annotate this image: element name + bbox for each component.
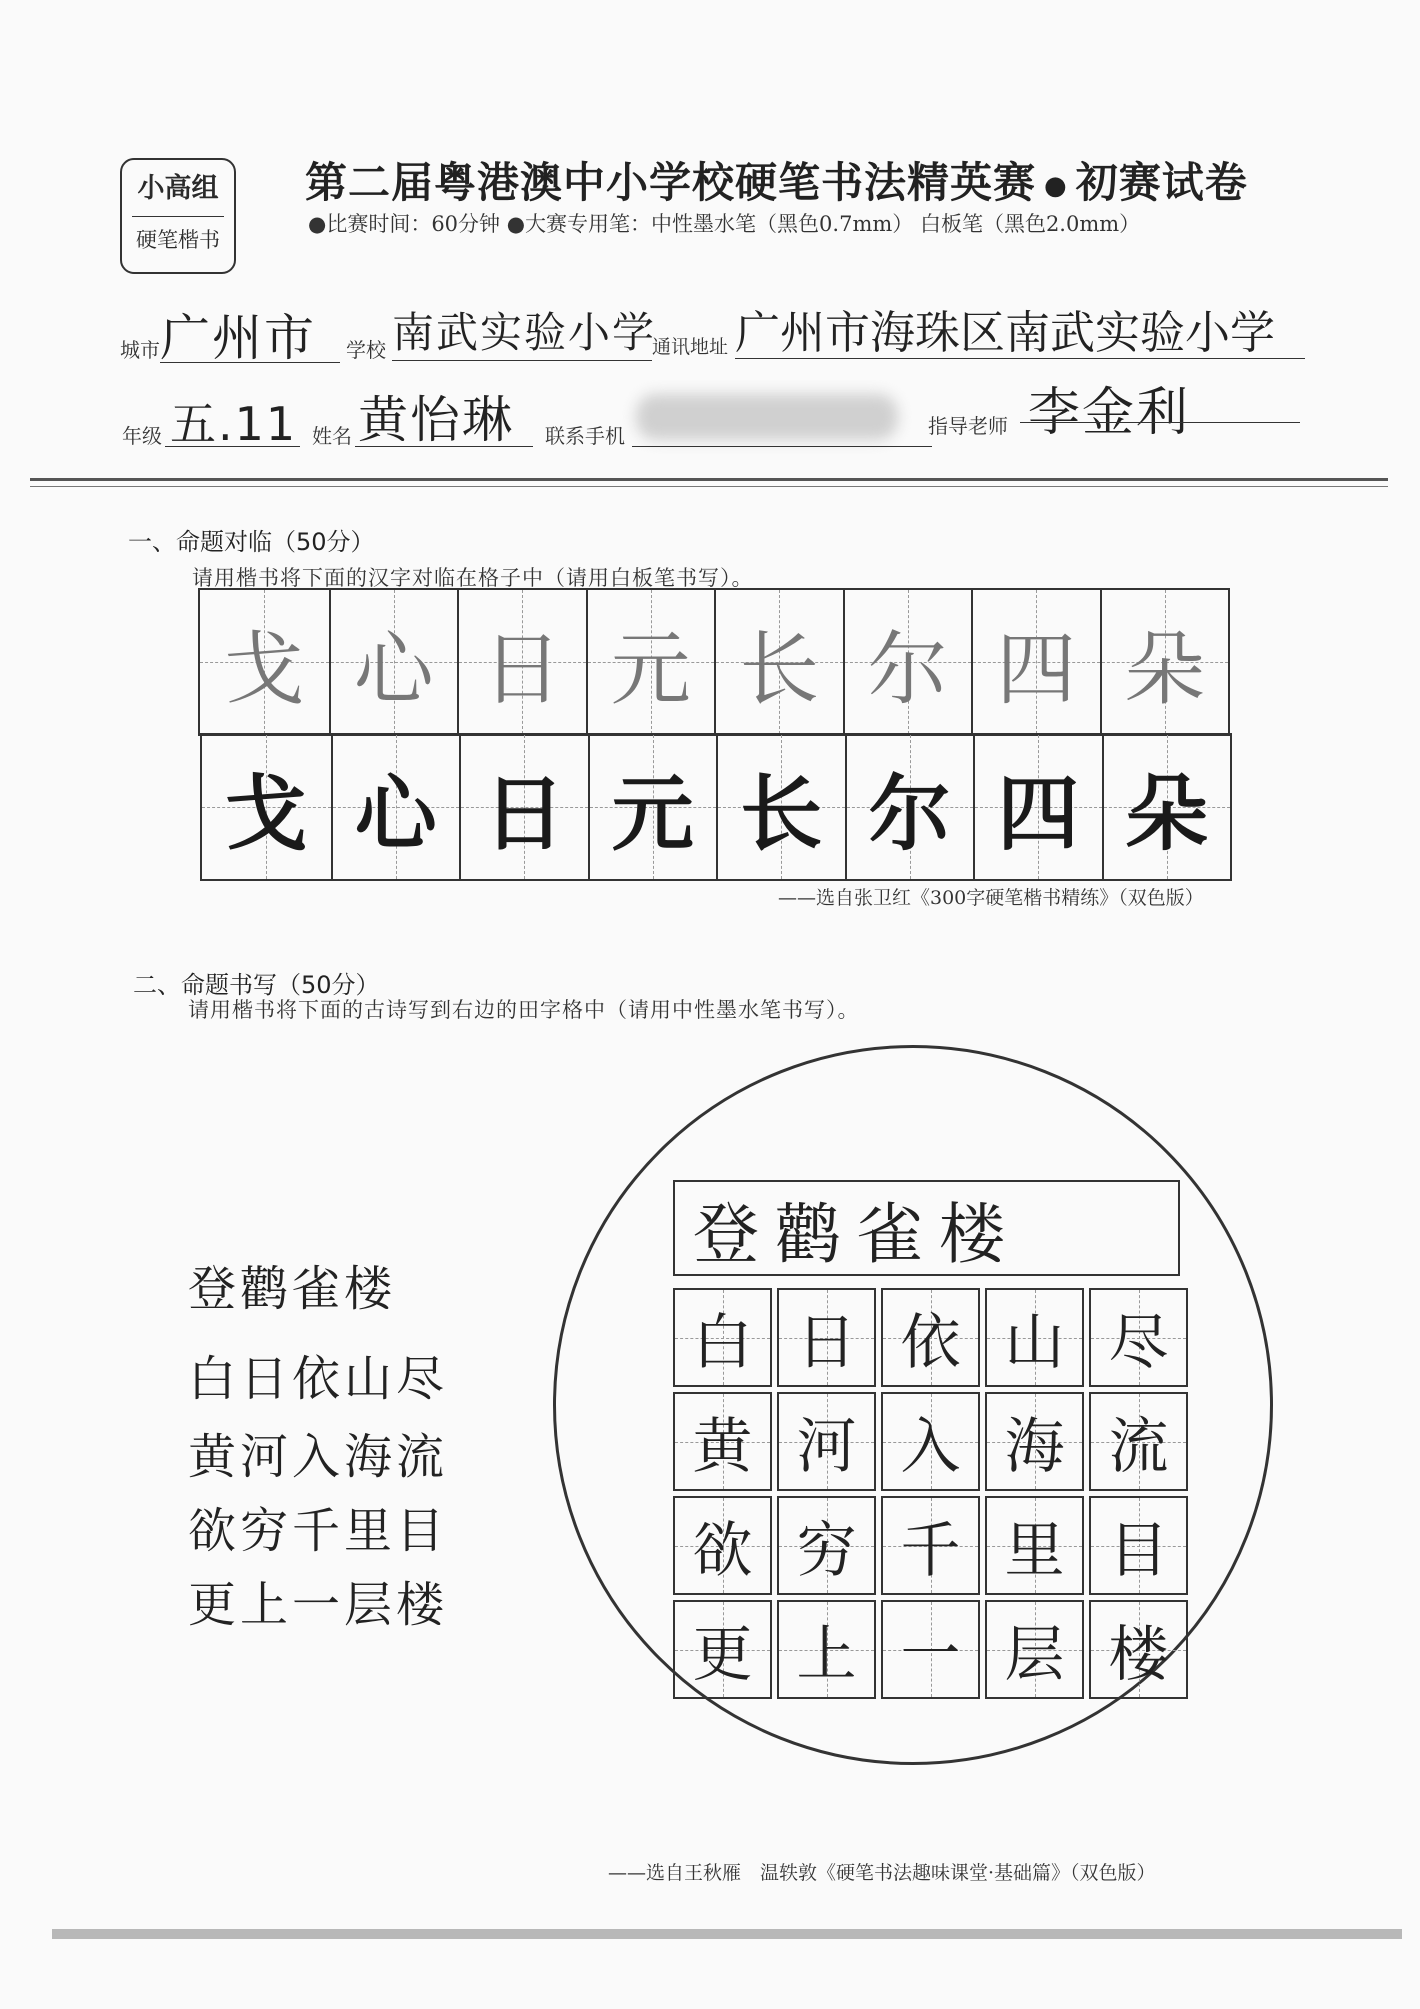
section2-credit: ——选自王秋雁 温轶敦《硬笔书法趣味课堂·基础篇》（双色版） [608,1862,1156,1884]
grid-cell[interactable]: 河 [777,1392,876,1491]
section1-heading: 一、命题对临（50分） [128,528,375,556]
grid-cell[interactable]: 流 [1089,1392,1188,1491]
writing-cell[interactable]: 日 [459,735,588,879]
grid-cell[interactable]: 一 [881,1600,980,1699]
grid-cell[interactable]: 山 [985,1288,1084,1387]
grid-cell[interactable]: 白 [673,1288,772,1387]
city-value[interactable]: 广州市 [160,309,316,367]
grid-cell[interactable]: 海 [985,1392,1084,1491]
school-value[interactable]: 南武实验小学 [392,308,657,357]
writing-cell[interactable]: 戈 [202,735,331,879]
writing-cell[interactable]: 元 [588,735,717,879]
copy-writing-row [200,733,1232,881]
header-divider [30,478,1388,481]
written-title-box[interactable]: 登鹳雀楼 [673,1180,1180,1276]
badge-group-label: 小高组 [137,173,219,204]
grade-value[interactable]: 五.11 [170,397,298,451]
writing-cell[interactable]: 朵 [1102,735,1231,879]
teacher-label: 指导老师 [928,414,1008,438]
grid-cell[interactable]: 里 [985,1496,1084,1595]
header-divider-thin [30,486,1388,487]
section2-heading: 二、命题书写（50分） [133,971,380,999]
model-character-row [198,588,1230,736]
phone-label: 联系手机 [545,424,625,448]
model-cell: 元 [586,590,715,734]
address-underline [735,358,1305,359]
grid-cell[interactable]: 层 [985,1600,1084,1699]
name-value[interactable]: 黄怡琳 [358,391,514,449]
model-cell: 戈 [200,590,329,734]
grade-label: 年级 [122,424,162,448]
section2-instruction: 请用楷书将下面的古诗写到右边的田字格中（请用中性墨水笔书写）。 [188,998,860,1022]
grid-cell[interactable]: 千 [881,1496,980,1595]
poem-title: 登鹳雀楼 [188,1261,397,1317]
title-dot: ● [1044,170,1068,201]
model-cell: 尔 [843,590,972,734]
model-cell: 心 [329,590,458,734]
section1-instruction: 请用楷书将下面的汉字对临在格子中（请用白板笔书写）。 [192,566,754,590]
grid-cell[interactable]: 上 [777,1600,876,1699]
grid-cell[interactable]: 入 [881,1392,980,1491]
grid-cell[interactable]: 黄 [673,1392,772,1491]
model-cell: 日 [457,590,586,734]
section1-credit: ——选自张卫红《300字硬笔楷书精练》（双色版） [778,887,1204,909]
poem-line-1: 白日依山尽 [188,1351,449,1407]
writing-cell[interactable]: 心 [331,735,460,879]
grid-cell[interactable]: 更 [673,1600,772,1699]
writing-cell[interactable]: 四 [973,735,1102,879]
poem-line-4: 更上一层楼 [188,1577,449,1633]
teacher-underline [1020,422,1300,423]
grid-cell[interactable]: 目 [1089,1496,1188,1595]
address-label: 通讯地址 [652,336,729,358]
grid-cell[interactable]: 日 [777,1288,876,1387]
writing-cell[interactable]: 尔 [845,735,974,879]
grid-cell[interactable]: 尽 [1089,1288,1188,1387]
title-main: 第二届粤港澳中小学校硬笔书法精英赛 [305,158,1037,207]
phone-underline [632,446,932,447]
page-title [305,150,1248,210]
name-label: 姓名 [312,424,352,448]
teacher-value[interactable]: 李金利 [1028,383,1191,443]
poem-writing-grid [673,1288,1188,1699]
title-tail: 初赛试卷 [1075,158,1248,207]
exam-info: ●比赛时间：60分钟 ●大赛专用笔：中性墨水笔（黑色0.7mm） 白板笔（黑色2.0mm） [308,212,1141,236]
badge-category-label: 硬笔楷书 [136,228,220,252]
model-cell: 四 [971,590,1100,734]
phone-value-redacted [636,394,898,440]
grid-cell[interactable]: 欲 [673,1496,772,1595]
school-underline [392,360,652,361]
name-underline [355,446,533,447]
footer-bar [52,1929,1402,1939]
grade-underline [165,446,300,447]
grid-cell[interactable]: 穷 [777,1496,876,1595]
model-cell: 朵 [1100,590,1229,734]
model-cell: 长 [714,590,843,734]
poem-line-3: 欲穷千里目 [188,1503,449,1559]
grid-cell[interactable]: 楼 [1089,1600,1188,1699]
group-badge [120,158,236,274]
city-underline [160,362,340,363]
poem-line-2: 黄河入海流 [188,1429,449,1485]
address-value[interactable]: 广州市海珠区南武实验小学 [735,306,1276,359]
city-label: 城市 [120,338,160,362]
writing-cell[interactable]: 长 [716,735,845,879]
school-label: 学校 [346,338,386,362]
grid-cell[interactable]: 依 [881,1288,980,1387]
badge-divider [132,216,224,217]
